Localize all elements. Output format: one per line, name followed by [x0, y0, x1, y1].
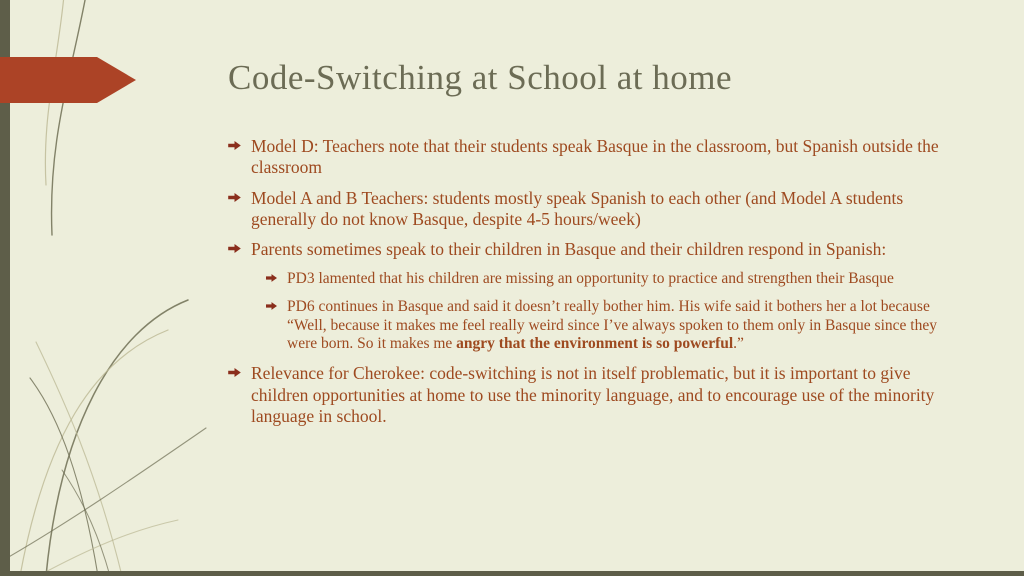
- bullet-item: [266, 298, 952, 355]
- bullet-text: Relevance for Cherokee: code-switching is not in itself problematic, but it is important to give children opportunities at home to use the minority language, and to encourage use of the minority language in school.: [251, 363, 935, 427]
- arrow-bullet-icon: [228, 136, 241, 179]
- arrow-bullet-icon: [266, 298, 277, 355]
- bullet-list: [228, 136, 952, 436]
- bullet-item: [228, 136, 952, 179]
- arrow-bullet-icon: [228, 363, 241, 427]
- bottom-edge-bar: [0, 571, 1024, 576]
- bullet-item: [266, 270, 952, 289]
- arrow-bullet-icon: [228, 239, 241, 260]
- arrow-bullet-icon: [228, 188, 241, 231]
- bullet-item: [228, 188, 952, 231]
- red-arrow-accent: [0, 57, 97, 103]
- bullet-text: PD3 lamented that his children are missing an opportunity to practice and strengthen their Basque: [287, 269, 894, 287]
- bullet-text: Model D: Teachers note that their students speak Basque in the classroom, but Spanish outside the classroom: [251, 136, 939, 178]
- bullet-item: [228, 363, 952, 427]
- slide-title: Code-Switching at School at home: [228, 58, 732, 97]
- bullet-text: PD6 continues in Basque and said it doesn’t really bother him. His wife said it bothers her a lot because “Well, because it makes me feel really weird since I’ve always spoken to them only in Basque since they were born. So it makes me angry that the environment is so powerful.”: [287, 297, 937, 353]
- arrow-bullet-icon: [266, 270, 277, 289]
- bullet-item: [228, 239, 952, 260]
- bullet-text: Parents sometimes speak to their children in Basque and their children respond in Spanish:: [251, 239, 887, 260]
- bullet-text: Model A and B Teachers: students mostly speak Spanish to each other (and Model A students generally do not know Basque, despite 4-5 hours/week): [251, 187, 904, 230]
